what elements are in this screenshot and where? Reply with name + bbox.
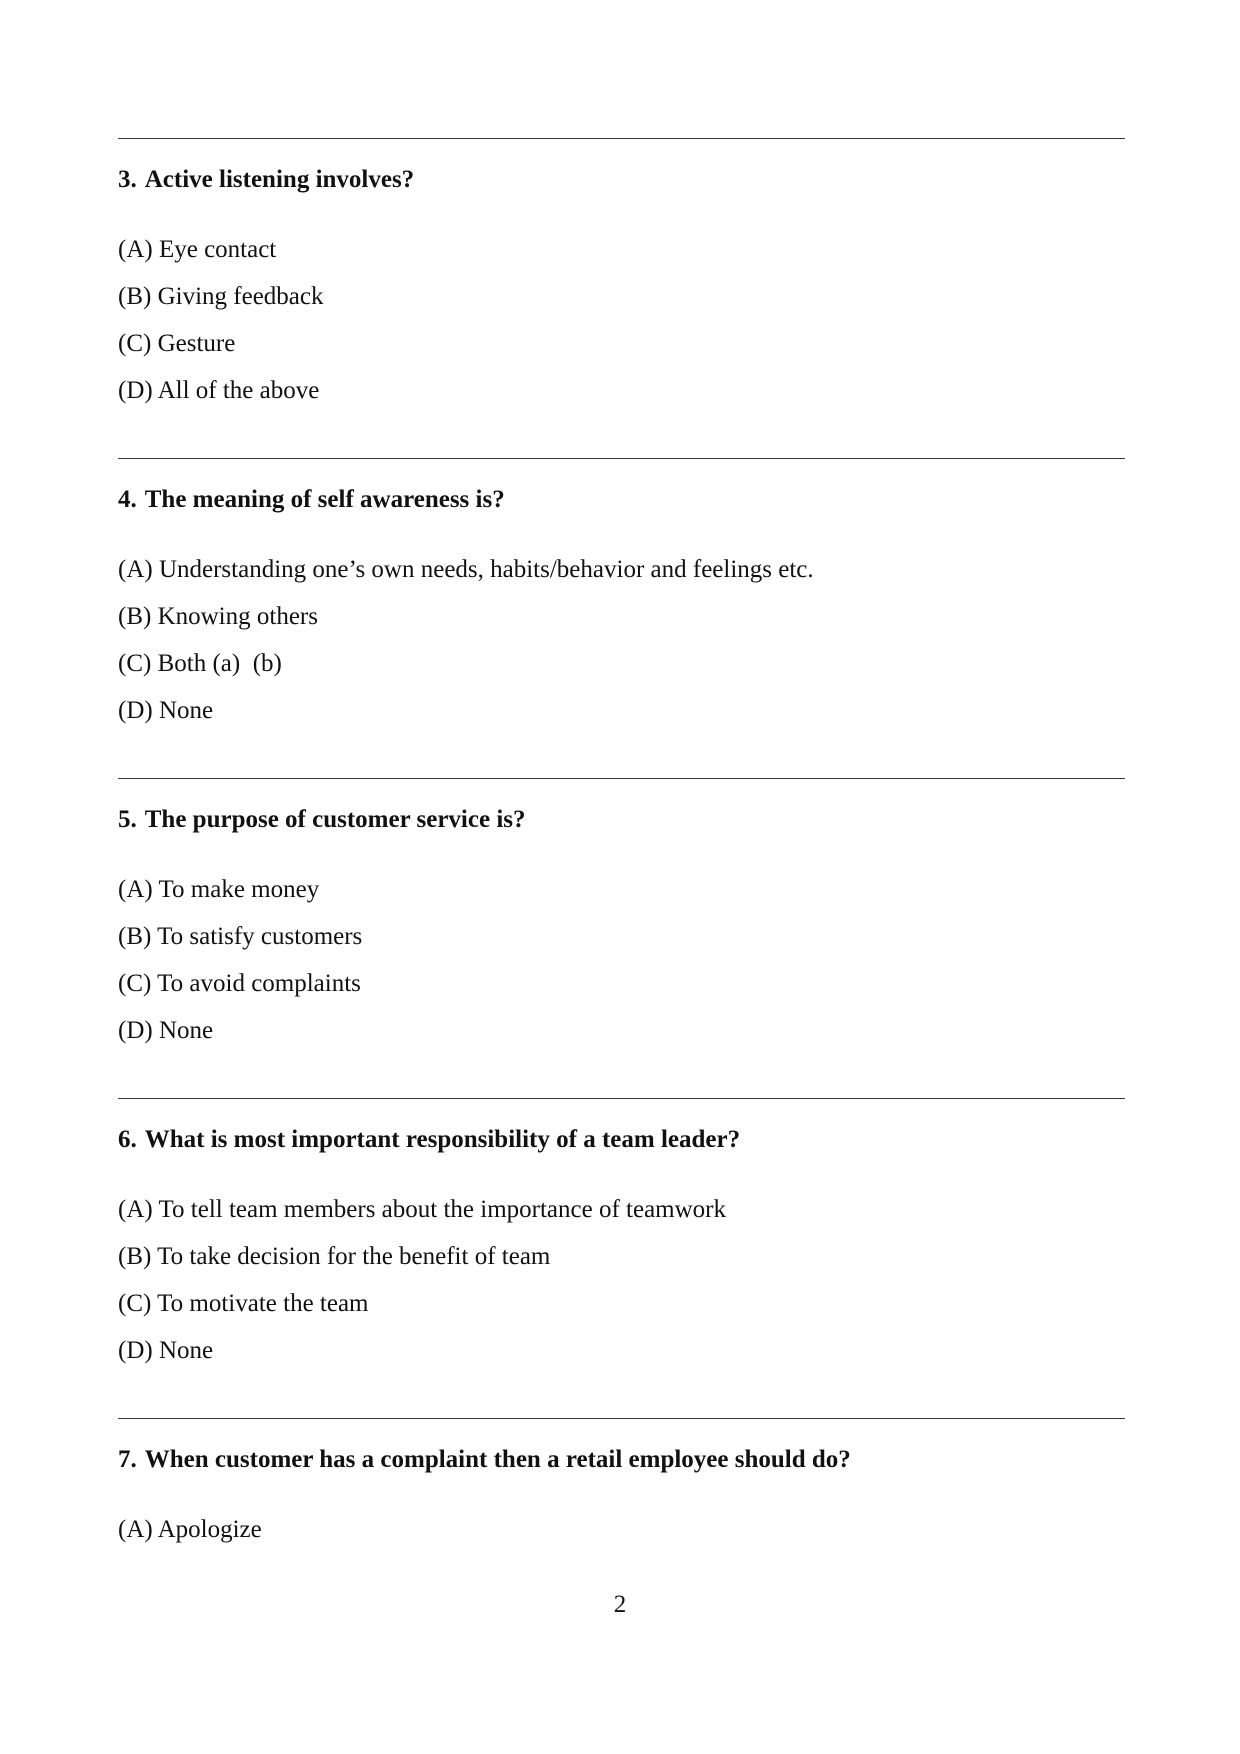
question-number: 4. — [118, 486, 137, 513]
question-text: The purpose of customer service is? — [144, 806, 526, 833]
options-list — [118, 1195, 1125, 1383]
option-b: (B) Knowing others — [118, 603, 318, 630]
question-6 — [118, 1098, 1125, 1383]
question-5 — [118, 778, 1125, 1063]
question-7 — [118, 1418, 1125, 1562]
options-list — [118, 1515, 1125, 1562]
option-d: (D) None — [118, 1337, 214, 1364]
option-a: (A) Apologize — [118, 1516, 262, 1543]
option-d: (D) None — [118, 697, 214, 724]
question-text: The meaning of self awareness is? — [144, 486, 505, 513]
question-number: 7. — [118, 1446, 137, 1473]
question-number: 5. — [118, 806, 137, 833]
option-c: (C) To motivate the team — [118, 1290, 369, 1317]
divider-rule — [118, 778, 1125, 779]
option-b: (B) To take decision for the benefit of team — [118, 1243, 551, 1270]
divider-rule — [118, 1418, 1125, 1419]
option-b: (B) To satisfy customers — [118, 923, 363, 950]
option-a: (A) Understanding one’s own needs, habits/behavior and feelings etc. — [118, 556, 814, 583]
question-text: When customer has a complaint then a retail employee should do? — [144, 1446, 851, 1473]
question-4 — [118, 458, 1125, 743]
question-title — [118, 805, 1125, 835]
question-number: 6. — [118, 1126, 137, 1153]
question-title — [118, 165, 1125, 195]
page-number: 2 — [613, 1591, 627, 1618]
question-title — [118, 1125, 1125, 1155]
option-a: (A) To tell team members about the importance of teamwork — [118, 1196, 727, 1223]
option-a: (A) Eye contact — [118, 236, 277, 263]
question-title — [118, 485, 1125, 515]
question-text: What is most important responsibility of a team leader? — [144, 1126, 741, 1153]
option-c: (C) Gesture — [118, 330, 236, 357]
option-a: (A) To make money — [118, 876, 320, 903]
option-c: (C) Both (a) (b) — [118, 650, 282, 677]
option-d: (D) None — [118, 1017, 214, 1044]
divider-rule — [118, 458, 1125, 459]
options-list — [118, 875, 1125, 1063]
question-title — [118, 1445, 1125, 1475]
option-c: (C) To avoid complaints — [118, 970, 361, 997]
divider-rule — [118, 138, 1125, 139]
divider-rule — [118, 1098, 1125, 1099]
options-list — [118, 235, 1125, 423]
option-d: (D) All of the above — [118, 377, 320, 404]
option-b: (B) Giving feedback — [118, 283, 324, 310]
options-list — [118, 555, 1125, 743]
question-number: 3. — [118, 166, 137, 193]
question-3 — [118, 138, 1125, 423]
question-text: Active listening involves? — [144, 166, 415, 193]
